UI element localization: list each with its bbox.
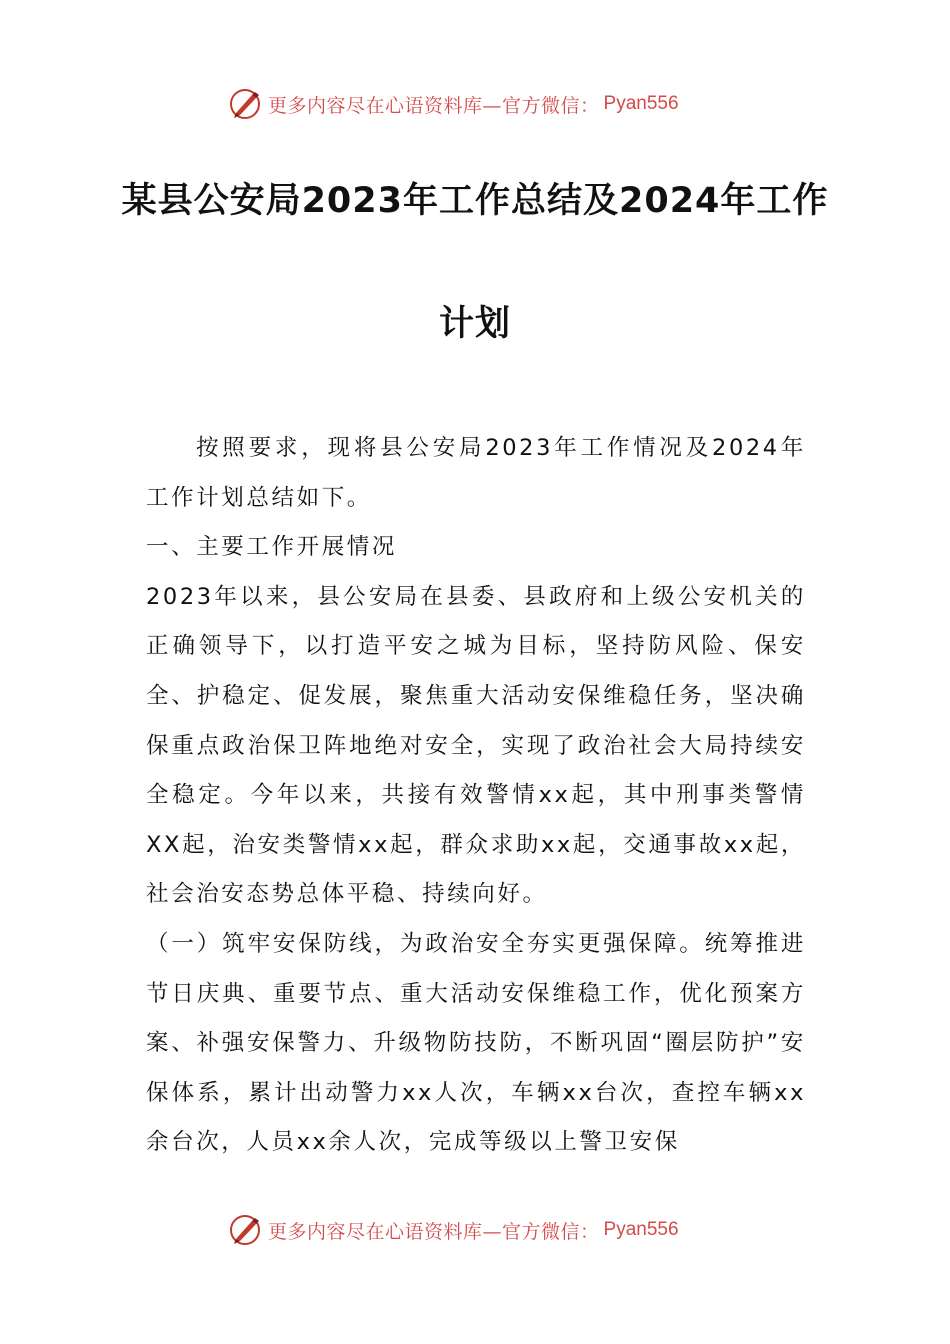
- watermark-wechat-id: Pyan556: [603, 93, 679, 114]
- header-watermark: [228, 84, 679, 124]
- document-body: [146, 424, 806, 1168]
- intro-paragraph: 按照要求，现将县公安局2023年工作情况及2024年工作计划总结如下。: [146, 435, 806, 511]
- watermark-text: 更多内容尽在心语资料库—官方微信：: [268, 94, 600, 117]
- watermark-text: 更多内容尽在心语资料库—官方微信：: [268, 1220, 600, 1243]
- document-title-line-2: 计划: [438, 304, 511, 344]
- pen-logo-icon: [228, 1212, 264, 1248]
- section-heading: 一、主要工作开展情况: [146, 534, 398, 561]
- watermark-wechat-id: Pyan556: [603, 1219, 679, 1240]
- subsection-paragraph: （一）筑牢安保防线，为政治安全夯实更强保障。统筹推进节日庆典、重要节点、重大活动安保维稳工作，优化预案方案、补强安保警力、升级物防技防，不断巩固“圈层防护”安保体系，累计出动警力xx人次，车辆xx台次，查控车辆xx余台次，人员xx余人次，完成等级以上警卫安保: [146, 930, 806, 1156]
- document-title-line-1: 某县公安局2023年工作总结及2024年工作: [121, 181, 829, 221]
- footer-watermark: [228, 1210, 679, 1250]
- section-paragraph: 2023年以来，县公安局在县委、县政府和上级公安机关的正确领导下，以打造平安之城为目标，坚持防风险、保安全、护稳定、促发展，聚焦重大活动安保维稳任务，坚决确保重点政治保卫阵地绝对安全，实现了政治社会大局持续安全稳定。今年以来，共接有效警情xx起，其中刑事类警情XX起，治安类警情xx起，群众求助xx起，交通事故xx起，社会治安态势总体平稳、持续向好。: [146, 583, 806, 908]
- pen-logo-icon: [228, 86, 264, 122]
